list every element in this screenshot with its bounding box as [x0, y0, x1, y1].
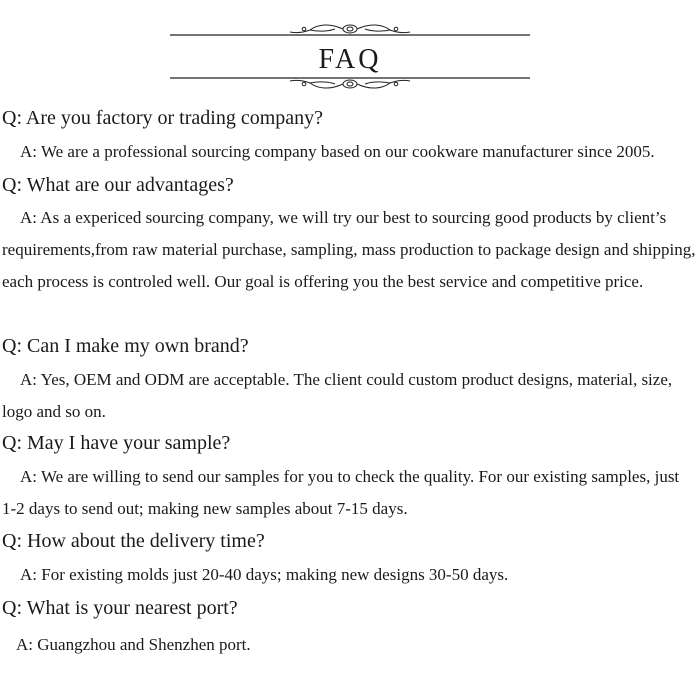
answer-5: A: For existing molds just 20-40 days; making new designs 30-50 days. [20, 565, 509, 584]
question-1: Q: Are you factory or trading company? [2, 107, 324, 129]
answer-2: A: As a expericed sourcing company, we will try our best to sourcing good products by client’s requirements,from raw material purchase, sampling, mass production to package design and shipping, each process is controled well. Our goal is offering you the best service and competitive price. [2, 208, 696, 291]
answer-1: A: We are a professional sourcing company based on our cookware manufacturer since 2005. [20, 142, 655, 161]
question-5: Q: How about the delivery time? [2, 530, 265, 552]
question-4: Q: May I have your sample? [2, 432, 231, 454]
question-3: Q: Can I make my own brand? [2, 335, 249, 357]
question-6: Q: What is your nearest port? [2, 597, 238, 619]
answer-6: A: Guangzhou and Shenzhen port. [16, 635, 251, 654]
page-title: FAQ [318, 44, 382, 75]
answer-3: A: Yes, OEM and ODM are acceptable. The client could custom product designs, material, size, logo and so on. [2, 370, 673, 421]
answer-4: A: We are willing to send our samples for you to check the quality. For our existing samples, just 1-2 days to send out; making new samples about 7-15 days. [2, 467, 680, 518]
question-2: Q: What are our advantages? [2, 174, 234, 196]
faq-header [170, 20, 530, 92]
